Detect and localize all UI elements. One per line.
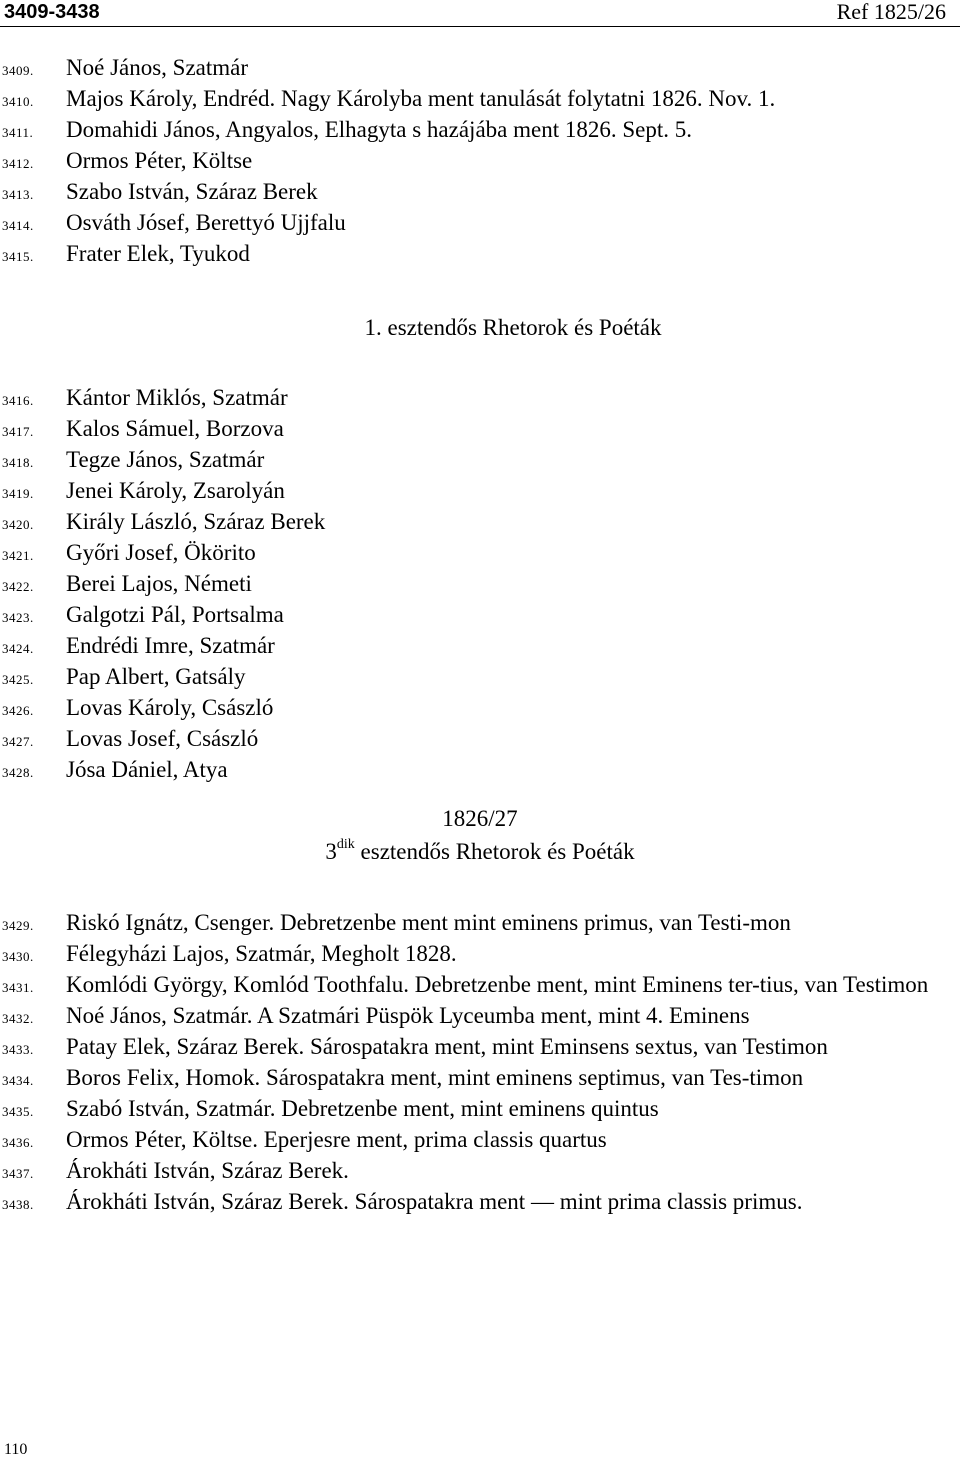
heading-ordinal-suffix: dik xyxy=(336,837,355,852)
entry-number: 3419. xyxy=(2,486,34,501)
list-item xyxy=(0,207,960,238)
entry-text: Noé János, Szatmár xyxy=(66,55,249,80)
entry-number: 3421. xyxy=(2,548,34,563)
list-item xyxy=(0,413,960,444)
list-item xyxy=(0,969,960,1000)
entry-number: 3437. xyxy=(2,1166,34,1181)
list-item xyxy=(0,568,960,599)
entry-number: 3434. xyxy=(2,1073,34,1088)
entry-text: Félegyházi Lajos, Szatmár, Megholt 1828. xyxy=(66,941,457,966)
list-item xyxy=(0,475,960,506)
list-item xyxy=(0,83,960,114)
list-item xyxy=(0,444,960,475)
entry-number: 3423. xyxy=(2,610,34,625)
entry-number: 3417. xyxy=(2,424,34,439)
list-item xyxy=(0,723,960,754)
list-item xyxy=(0,599,960,630)
entry-number: 3413. xyxy=(2,187,34,202)
list-item xyxy=(0,938,960,969)
entry-text: Kántor Miklós, Szatmár xyxy=(66,385,288,410)
entry-number: 3409. xyxy=(2,63,34,78)
entry-text: Ormos Péter, Költse. Eperjesre ment, prima classis quartus xyxy=(66,1127,607,1152)
page-header xyxy=(0,0,960,27)
list-item xyxy=(0,382,960,413)
list-item xyxy=(0,1124,960,1155)
entry-text: Riskó Ignátz, Csenger. Debretzenbe ment mint eminens primus, van Testi-mon xyxy=(66,910,791,935)
entry-number: 3432. xyxy=(2,1011,34,1026)
entry-text: Lovas Josef, Császló xyxy=(66,726,259,751)
heading-text: 1. esztendős Rhetorok és Poéták xyxy=(364,315,662,340)
section-year-heading xyxy=(0,803,960,834)
entry-text: Jenei Károly, Zsarolyán xyxy=(66,478,285,503)
list-item xyxy=(0,238,960,269)
list-item xyxy=(0,1155,960,1186)
list-item xyxy=(0,661,960,692)
entry-text: Noé János, Szatmár. A Szatmári Püspök Lyceumba ment, mint 4. Eminens xyxy=(66,1003,750,1028)
section-heading-third-year xyxy=(0,836,960,867)
list-item xyxy=(0,754,960,785)
entry-text: Szabó István, Szatmár. Debretzenbe ment, mint eminens quintus xyxy=(66,1096,659,1121)
entry-number: 3424. xyxy=(2,641,34,656)
list-item xyxy=(0,506,960,537)
entry-number: 3415. xyxy=(2,249,34,264)
entry-number: 3429. xyxy=(2,918,34,933)
heading-text: esztendős Rhetorok és Poéták xyxy=(360,839,635,864)
entry-number: 3435. xyxy=(2,1104,34,1119)
list-item xyxy=(0,1062,960,1093)
page-number: 110 xyxy=(4,1441,28,1458)
entry-text: Frater Elek, Tyukod xyxy=(66,241,250,266)
entry-text: Majos Károly, Endréd. Nagy Károlyba ment tanulását folytatni 1826. Nov. 1. xyxy=(66,86,776,111)
entry-text: Király László, Száraz Berek xyxy=(66,509,326,534)
list-item xyxy=(0,630,960,661)
list-item xyxy=(0,907,960,938)
entry-number: 3431. xyxy=(2,980,34,995)
entry-text: Komlódi György, Komlód Toothfalu. Debretzenbe ment, mint Eminens ter-tius, van Testimon xyxy=(66,972,929,997)
entry-number: 3425. xyxy=(2,672,34,687)
entry-list-3 xyxy=(0,907,960,1217)
entry-number: 3411. xyxy=(2,125,34,140)
entry-text: Lovas Károly, Császló xyxy=(66,695,274,720)
entry-text: Szabo István, Száraz Berek xyxy=(66,179,318,204)
heading-ordinal: 3 xyxy=(325,839,337,864)
entry-number: 3412. xyxy=(2,156,34,171)
list-item xyxy=(0,1093,960,1124)
entry-text: Árokháti István, Száraz Berek. Sárospatakra ment — mint prima classis primus. xyxy=(66,1189,803,1214)
list-item xyxy=(0,692,960,723)
reference-label: Ref 1825/26 xyxy=(836,0,946,24)
entry-number: 3426. xyxy=(2,703,34,718)
entry-text: Endrédi Imre, Szatmár xyxy=(66,633,275,658)
entry-number: 3438. xyxy=(2,1197,34,1212)
entry-list-1 xyxy=(0,52,960,269)
list-item xyxy=(0,52,960,83)
entry-range: 3409-3438 xyxy=(4,1,100,23)
entry-text: Patay Elek, Száraz Berek. Sárospatakra ment, mint Eminsens sextus, van Testimon xyxy=(66,1034,828,1059)
school-year: 1826/27 xyxy=(442,806,518,831)
entry-text: Domahidi János, Angyalos, Elhagyta s hazájába ment 1826. Sept. 5. xyxy=(66,117,692,142)
entry-text: Osváth Jósef, Berettyó Ujjfalu xyxy=(66,210,346,235)
section-heading-first-year xyxy=(33,312,960,343)
entry-number: 3418. xyxy=(2,455,34,470)
entry-text: Kalos Sámuel, Borzova xyxy=(66,416,284,441)
entry-number: 3410. xyxy=(2,94,34,109)
entry-list-2 xyxy=(0,382,960,785)
entry-number: 3416. xyxy=(2,393,34,408)
entry-text: Győri Josef, Ökörito xyxy=(66,540,256,565)
list-item xyxy=(0,114,960,145)
entry-text: Boros Felix, Homok. Sárospatakra ment, mint eminens septimus, van Tes-timon xyxy=(66,1065,804,1090)
entry-number: 3414. xyxy=(2,218,34,233)
entry-text: Galgotzi Pál, Portsalma xyxy=(66,602,284,627)
entry-number: 3430. xyxy=(2,949,34,964)
list-item xyxy=(0,537,960,568)
entry-number: 3422. xyxy=(2,579,34,594)
entry-number: 3427. xyxy=(2,734,34,749)
entry-text: Árokháti István, Száraz Berek. xyxy=(66,1158,349,1183)
list-item xyxy=(0,1031,960,1062)
entry-text: Tegze János, Szatmár xyxy=(66,447,265,472)
entry-number: 3428. xyxy=(2,765,34,780)
list-item xyxy=(0,176,960,207)
list-item xyxy=(0,1186,960,1217)
entry-number: 3420. xyxy=(2,517,34,532)
list-item xyxy=(0,1000,960,1031)
entry-number: 3433. xyxy=(2,1042,34,1057)
list-item xyxy=(0,145,960,176)
entry-text: Pap Albert, Gatsály xyxy=(66,664,246,689)
entry-text: Ormos Péter, Költse xyxy=(66,148,253,173)
entry-text: Jósa Dániel, Atya xyxy=(66,757,228,782)
entry-number: 3436. xyxy=(2,1135,34,1150)
entry-text: Berei Lajos, Németi xyxy=(66,571,252,596)
